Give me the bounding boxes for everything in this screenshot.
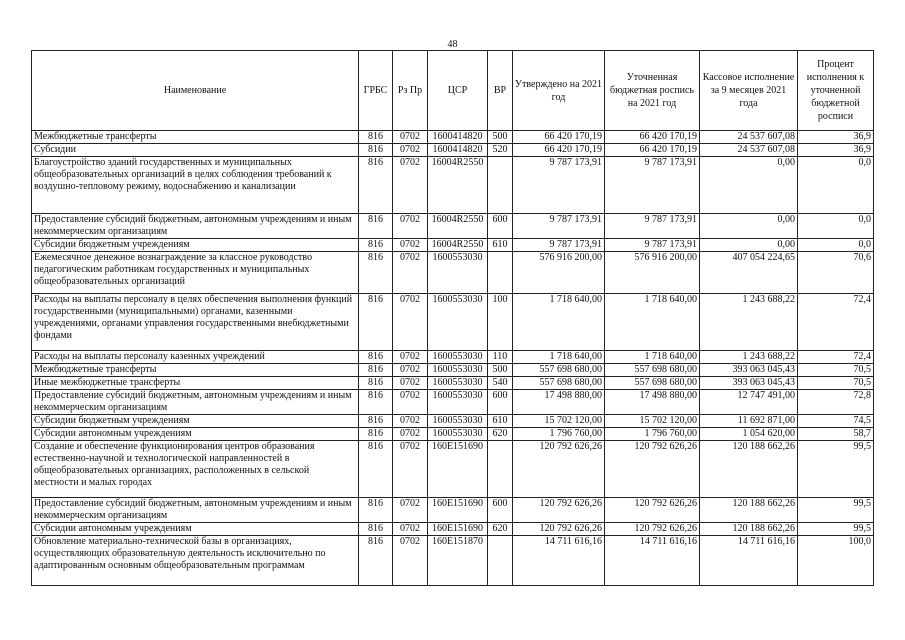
cell-grbs: 816 (359, 415, 393, 428)
cell-rzpr: 0702 (393, 536, 428, 586)
cell-approved: 120 792 626,26 (513, 441, 605, 498)
cell-percent: 70,5 (798, 364, 874, 377)
cell-name: Предоставление субсидий бюджетным, автономным учреждениям и иным некоммерческим организациям (32, 498, 359, 523)
table-row (32, 523, 874, 536)
header-cash: Кассовое исполнение за 9 месяцев 2021 года (700, 51, 798, 131)
cell-name: Межбюджетные трансферты (32, 364, 359, 377)
cell-cash: 1 243 688,22 (700, 351, 798, 364)
cell-approved: 576 916 200,00 (513, 252, 605, 294)
cell-cash: 14 711 616,16 (700, 536, 798, 586)
cell-percent: 0,0 (798, 214, 874, 239)
cell-percent: 100,0 (798, 536, 874, 586)
cell-name: Межбюджетные трансферты (32, 131, 359, 144)
cell-grbs: 816 (359, 441, 393, 498)
cell-csr: 16004R2550 (428, 157, 488, 214)
cell-approved: 1 796 760,00 (513, 428, 605, 441)
cell-cash: 120 188 662,26 (700, 498, 798, 523)
cell-name: Предоставление субсидий бюджетным, автономным учреждениям и иным некоммерческим организациям (32, 214, 359, 239)
cell-refined: 9 787 173,91 (605, 157, 700, 214)
cell-vr: 600 (488, 498, 513, 523)
table-row (32, 428, 874, 441)
cell-refined: 66 420 170,19 (605, 144, 700, 157)
cell-grbs: 816 (359, 294, 393, 351)
table-row (32, 131, 874, 144)
cell-name: Предоставление субсидий бюджетным, автономным учреждениям и иным некоммерческим организациям (32, 390, 359, 415)
cell-rzpr: 0702 (393, 390, 428, 415)
cell-vr: 500 (488, 131, 513, 144)
cell-percent: 58,7 (798, 428, 874, 441)
cell-name: Субсидии автономным учреждениям (32, 523, 359, 536)
cell-name: Субсидии автономным учреждениям (32, 428, 359, 441)
cell-rzpr: 0702 (393, 428, 428, 441)
cell-csr: 1600553030 (428, 294, 488, 351)
cell-name: Субсидии (32, 144, 359, 157)
cell-vr (488, 252, 513, 294)
cell-refined: 9 787 173,91 (605, 214, 700, 239)
table-row (32, 377, 874, 390)
cell-refined: 576 916 200,00 (605, 252, 700, 294)
cell-cash: 0,00 (700, 214, 798, 239)
cell-grbs: 816 (359, 377, 393, 390)
cell-grbs: 816 (359, 252, 393, 294)
cell-grbs: 816 (359, 144, 393, 157)
cell-cash: 393 063 045,43 (700, 377, 798, 390)
header-percent: Процент исполнения к уточненной бюджетной росписи (798, 51, 874, 131)
cell-refined: 1 718 640,00 (605, 351, 700, 364)
cell-percent: 0,0 (798, 239, 874, 252)
cell-vr: 110 (488, 351, 513, 364)
cell-cash: 120 188 662,26 (700, 523, 798, 536)
cell-cash: 24 537 607,08 (700, 144, 798, 157)
cell-refined: 9 787 173,91 (605, 239, 700, 252)
cell-grbs: 816 (359, 131, 393, 144)
cell-vr: 600 (488, 390, 513, 415)
cell-vr: 540 (488, 377, 513, 390)
cell-refined: 14 711 616,16 (605, 536, 700, 586)
cell-csr: 160E151870 (428, 536, 488, 586)
cell-csr: 1600414820 (428, 144, 488, 157)
cell-rzpr: 0702 (393, 131, 428, 144)
cell-cash: 407 054 224,65 (700, 252, 798, 294)
cell-approved: 66 420 170,19 (513, 144, 605, 157)
cell-percent: 72,8 (798, 390, 874, 415)
cell-cash: 0,00 (700, 157, 798, 214)
cell-percent: 70,6 (798, 252, 874, 294)
cell-csr: 160E151690 (428, 523, 488, 536)
cell-name: Иные межбюджетные трансферты (32, 377, 359, 390)
cell-csr: 1600553030 (428, 415, 488, 428)
table-row (32, 415, 874, 428)
table-row (32, 144, 874, 157)
cell-rzpr: 0702 (393, 377, 428, 390)
table-row (32, 390, 874, 415)
header-csr: ЦСР (428, 51, 488, 131)
cell-approved: 557 698 680,00 (513, 364, 605, 377)
table-row (32, 157, 874, 214)
cell-grbs: 816 (359, 157, 393, 214)
cell-csr: 1600414820 (428, 131, 488, 144)
cell-cash: 0,00 (700, 239, 798, 252)
cell-refined: 557 698 680,00 (605, 377, 700, 390)
cell-approved: 120 792 626,26 (513, 523, 605, 536)
cell-approved: 9 787 173,91 (513, 214, 605, 239)
cell-refined: 120 792 626,26 (605, 441, 700, 498)
table-row (32, 214, 874, 239)
cell-name: Создание и обеспечение функционирования центров образования естественно-научной и технологической направленностей в общеобразовательных организациях, расположенных в сельской местности и малых городах (32, 441, 359, 498)
cell-approved: 14 711 616,16 (513, 536, 605, 586)
cell-name: Расходы на выплаты персоналу казенных учреждений (32, 351, 359, 364)
cell-name: Обновление материально-технической базы в организациях, осуществляющих образовательную деятельность исключительно по адаптированным основным общеобразовательным программам (32, 536, 359, 586)
cell-percent: 72,4 (798, 294, 874, 351)
cell-vr: 620 (488, 523, 513, 536)
cell-approved: 1 718 640,00 (513, 351, 605, 364)
cell-refined: 557 698 680,00 (605, 364, 700, 377)
table-row (32, 441, 874, 498)
cell-rzpr: 0702 (393, 498, 428, 523)
cell-csr: 1600553030 (428, 351, 488, 364)
cell-name: Расходы на выплаты персоналу в целях обеспечения выполнения функций государственными (муниципальными) органами, казенными учреждениями, органами управления государственными внебюджетными фондами (32, 294, 359, 351)
cell-csr: 160E151690 (428, 498, 488, 523)
header-refined: Уточненная бюджетная роспись на 2021 год (605, 51, 700, 131)
cell-rzpr: 0702 (393, 523, 428, 536)
cell-rzpr: 0702 (393, 252, 428, 294)
cell-refined: 15 702 120,00 (605, 415, 700, 428)
cell-approved: 17 498 880,00 (513, 390, 605, 415)
cell-approved: 9 787 173,91 (513, 157, 605, 214)
cell-rzpr: 0702 (393, 441, 428, 498)
cell-refined: 1 796 760,00 (605, 428, 700, 441)
cell-vr (488, 536, 513, 586)
header-row (32, 51, 874, 131)
cell-refined: 17 498 880,00 (605, 390, 700, 415)
cell-cash: 12 747 491,00 (700, 390, 798, 415)
cell-grbs: 816 (359, 214, 393, 239)
cell-csr: 160E151690 (428, 441, 488, 498)
cell-cash: 120 188 662,26 (700, 441, 798, 498)
cell-csr: 1600553030 (428, 377, 488, 390)
header-approved: Утверждено на 2021 год (513, 51, 605, 131)
cell-vr: 500 (488, 364, 513, 377)
cell-name: Благоустройство зданий государственных и муниципальных общеобразовательных организаций в целях соблюдения требований к воздушно-тепловому режиму, водоснабжению и канализации (32, 157, 359, 214)
cell-rzpr: 0702 (393, 144, 428, 157)
cell-refined: 120 792 626,26 (605, 523, 700, 536)
cell-percent: 72,4 (798, 351, 874, 364)
cell-cash: 1 243 688,22 (700, 294, 798, 351)
cell-percent: 74,5 (798, 415, 874, 428)
header-grbs: ГРБС (359, 51, 393, 131)
cell-approved: 9 787 173,91 (513, 239, 605, 252)
cell-name: Субсидии бюджетным учреждениям (32, 415, 359, 428)
cell-csr: 16004R2550 (428, 214, 488, 239)
cell-approved: 1 718 640,00 (513, 294, 605, 351)
cell-vr: 520 (488, 144, 513, 157)
cell-vr: 610 (488, 415, 513, 428)
cell-vr (488, 441, 513, 498)
cell-percent: 99,5 (798, 523, 874, 536)
cell-grbs: 816 (359, 390, 393, 415)
cell-refined: 66 420 170,19 (605, 131, 700, 144)
cell-grbs: 816 (359, 428, 393, 441)
cell-approved: 557 698 680,00 (513, 377, 605, 390)
cell-cash: 24 537 607,08 (700, 131, 798, 144)
table-body (32, 131, 874, 586)
cell-percent: 36,9 (798, 144, 874, 157)
cell-grbs: 816 (359, 536, 393, 586)
cell-name: Ежемесячное денежное вознаграждение за классное руководство педагогическим работникам государственных и муниципальных общеобразовательных организаций (32, 252, 359, 294)
cell-csr: 16004R2550 (428, 239, 488, 252)
cell-percent: 99,5 (798, 498, 874, 523)
cell-csr: 1600553030 (428, 428, 488, 441)
table-row (32, 252, 874, 294)
table-row (32, 364, 874, 377)
cell-name: Субсидии бюджетным учреждениям (32, 239, 359, 252)
table-row (32, 351, 874, 364)
cell-grbs: 816 (359, 351, 393, 364)
cell-vr: 610 (488, 239, 513, 252)
cell-rzpr: 0702 (393, 214, 428, 239)
table-row (32, 536, 874, 586)
table-row (32, 294, 874, 351)
header-rzpr: Рз Пр (393, 51, 428, 131)
cell-approved: 66 420 170,19 (513, 131, 605, 144)
cell-rzpr: 0702 (393, 239, 428, 252)
budget-table (31, 50, 874, 586)
cell-percent: 99,5 (798, 441, 874, 498)
cell-cash: 393 063 045,43 (700, 364, 798, 377)
cell-vr: 620 (488, 428, 513, 441)
cell-cash: 1 054 620,00 (700, 428, 798, 441)
cell-grbs: 816 (359, 239, 393, 252)
cell-csr: 1600553030 (428, 252, 488, 294)
cell-vr: 600 (488, 214, 513, 239)
cell-grbs: 816 (359, 523, 393, 536)
cell-csr: 1600553030 (428, 364, 488, 377)
cell-rzpr: 0702 (393, 415, 428, 428)
cell-approved: 120 792 626,26 (513, 498, 605, 523)
cell-vr (488, 157, 513, 214)
cell-grbs: 816 (359, 364, 393, 377)
header-vr: ВР (488, 51, 513, 131)
cell-grbs: 816 (359, 498, 393, 523)
table-row (32, 498, 874, 523)
cell-percent: 70,5 (798, 377, 874, 390)
cell-rzpr: 0702 (393, 294, 428, 351)
cell-cash: 11 692 871,00 (700, 415, 798, 428)
cell-rzpr: 0702 (393, 157, 428, 214)
page-number: 48 (447, 39, 458, 50)
table-row (32, 239, 874, 252)
cell-rzpr: 0702 (393, 351, 428, 364)
cell-rzpr: 0702 (393, 364, 428, 377)
cell-csr: 1600553030 (428, 390, 488, 415)
cell-percent: 0,0 (798, 157, 874, 214)
cell-refined: 1 718 640,00 (605, 294, 700, 351)
cell-approved: 15 702 120,00 (513, 415, 605, 428)
cell-percent: 36,9 (798, 131, 874, 144)
header-name: Наименование (32, 51, 359, 131)
cell-refined: 120 792 626,26 (605, 498, 700, 523)
cell-vr: 100 (488, 294, 513, 351)
